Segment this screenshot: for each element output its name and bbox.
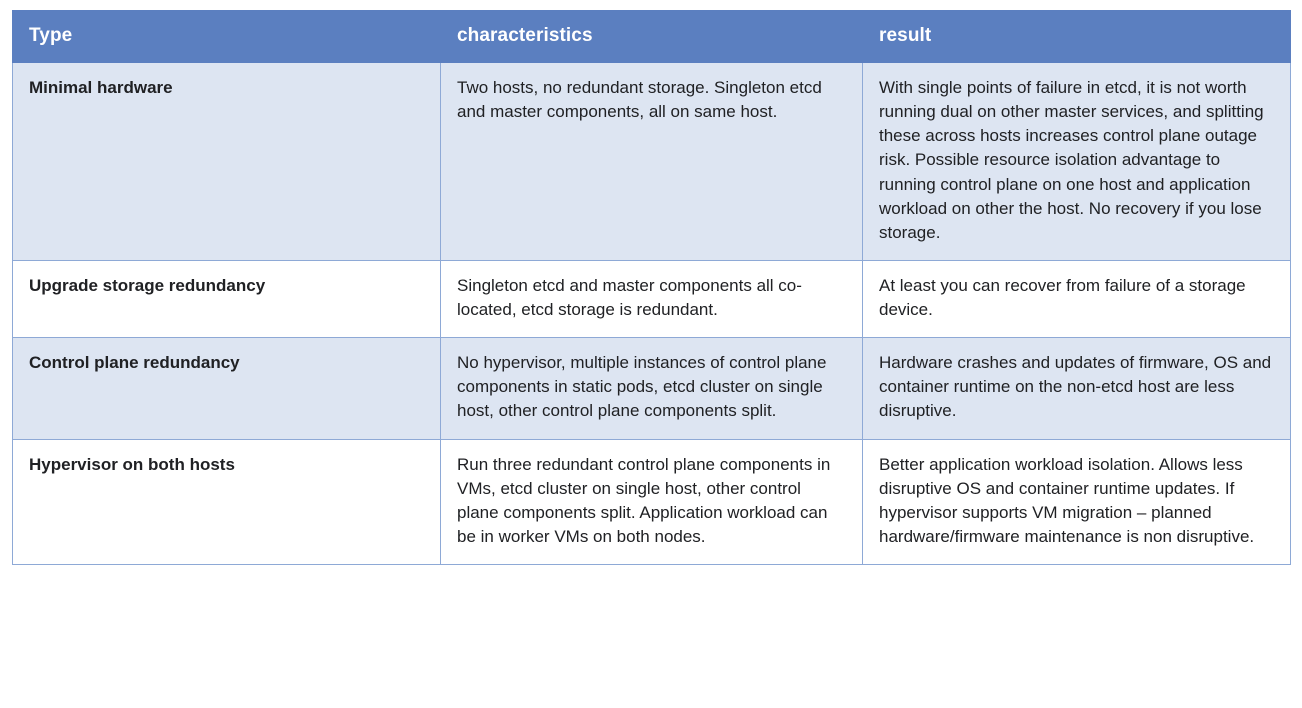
cell-type: Minimal hardware bbox=[13, 63, 441, 261]
table-header bbox=[13, 11, 1291, 63]
table-header-row bbox=[13, 11, 1291, 63]
table-row bbox=[13, 439, 1291, 565]
table-row bbox=[13, 338, 1291, 439]
cell-result: Better application workload isolation. Allows less disruptive OS and container runtime updates. If hypervisor supports VM migration – planned hardware/firmware maintenance is non disruptive. bbox=[863, 439, 1291, 565]
cell-characteristics: Run three redundant control plane components in VMs, etcd cluster on single host, other control plane components split. Application workload can be in worker VMs on both nodes. bbox=[441, 439, 863, 565]
table-body bbox=[13, 63, 1291, 565]
cell-characteristics: Two hosts, no redundant storage. Singleton etcd and master components, all on same host. bbox=[441, 63, 863, 261]
cell-type: Upgrade storage redundancy bbox=[13, 260, 441, 337]
cell-result: With single points of failure in etcd, it is not worth running dual on other master services, and splitting these across hosts increases control plane outage risk. Possible resource isolation advantage to running control plane on one host and application workload on other the host. No recovery if you lose storage. bbox=[863, 63, 1291, 261]
column-header-result: result bbox=[863, 11, 1291, 63]
cell-result: At least you can recover from failure of a storage device. bbox=[863, 260, 1291, 337]
column-header-type: Type bbox=[13, 11, 441, 63]
cell-type: Hypervisor on both hosts bbox=[13, 439, 441, 565]
cell-characteristics: No hypervisor, multiple instances of control plane components in static pods, etcd cluster on single host, other control plane components split. bbox=[441, 338, 863, 439]
deployment-comparison-table bbox=[12, 10, 1291, 565]
table-row bbox=[13, 260, 1291, 337]
table-row bbox=[13, 63, 1291, 261]
cell-type: Control plane redundancy bbox=[13, 338, 441, 439]
cell-characteristics: Singleton etcd and master components all co-located, etcd storage is redundant. bbox=[441, 260, 863, 337]
cell-result: Hardware crashes and updates of firmware, OS and container runtime on the non-etcd host are less disruptive. bbox=[863, 338, 1291, 439]
column-header-characteristics: characteristics bbox=[441, 11, 863, 63]
